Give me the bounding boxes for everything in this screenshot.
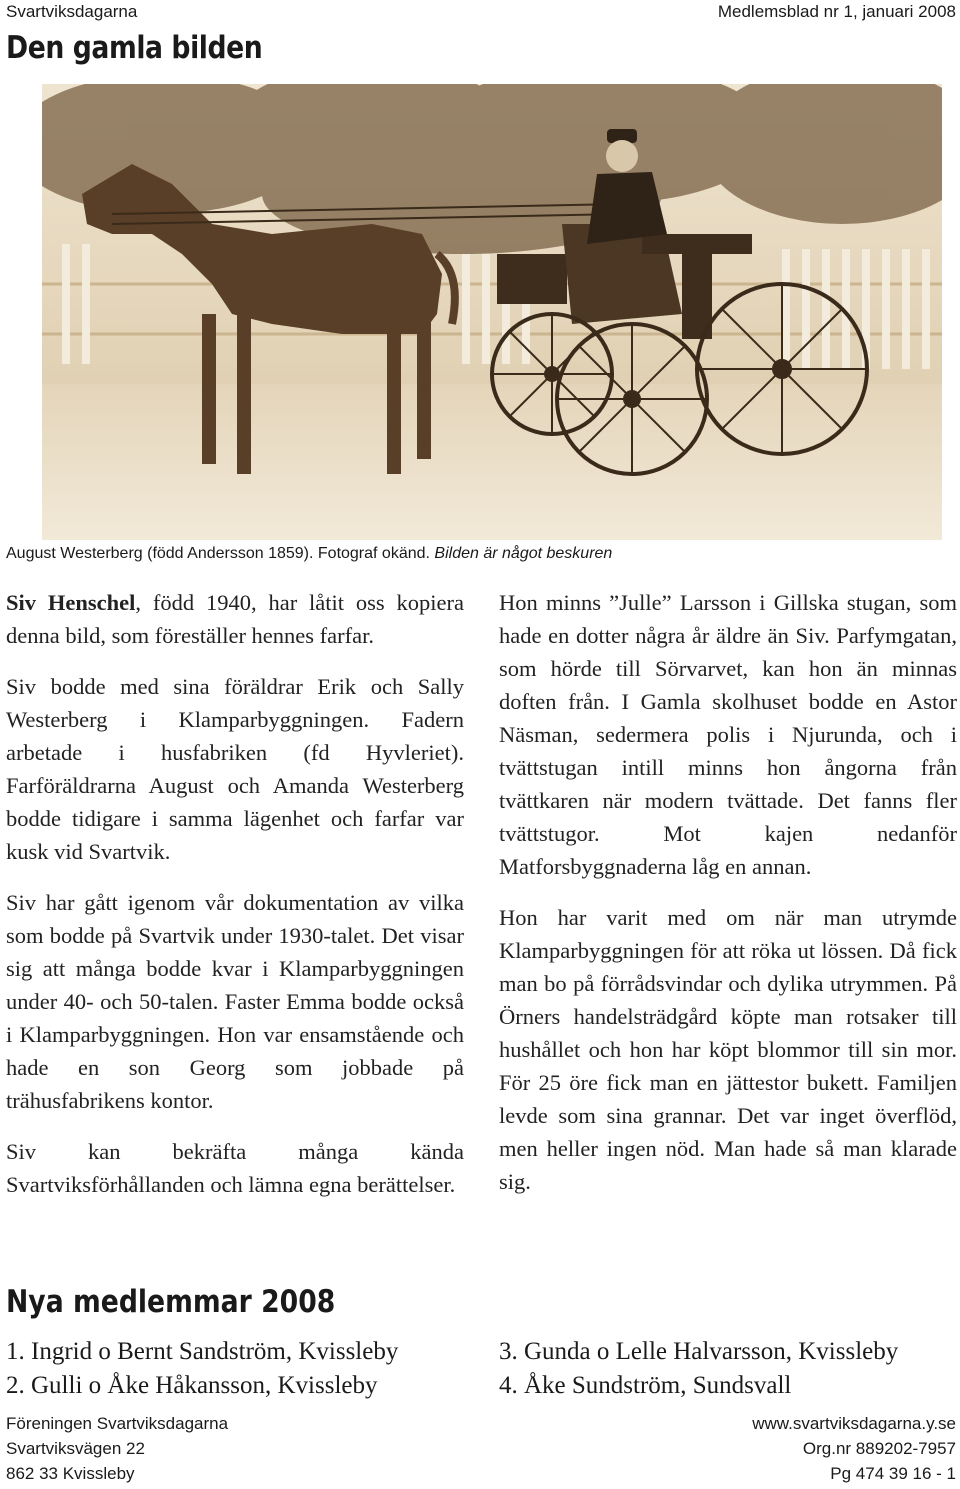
- paragraph: [6, 586, 464, 652]
- header-issue: Medlemsblad nr 1, januari 2008: [717, 2, 956, 21]
- footer-org-name: Föreningen Svartviksdagarna: [6, 1414, 229, 1433]
- page-header: [6, 0, 956, 24]
- members-list-right: [499, 1335, 898, 1403]
- photo-caption: [6, 545, 612, 563]
- header-publication: Svartviksdagarna: [6, 2, 138, 21]
- members-heading: Nya medlemmar 2008: [6, 1284, 336, 1320]
- paragraph: Hon minns ”Julle” Larsson i Gillska stugan, som hade en dotter några år äldre än Siv. Parfymgatan, som hörde till Sörvarvet, kan hon än minnas doften från. I Gamla skolhuset bodde en Astor Näsman, sedermera polis i Njurunda, och i tvättstugan intill minns hon ångorna från tvättkaren när modern tvättade. Det fanns fler tvättstugor. Mot kajen nedanför Matforsbyggnaderna låg en annan.: [499, 590, 957, 879]
- article-right-column: [499, 586, 957, 1216]
- footer-org-number: Org.nr 889202-7957: [802, 1439, 956, 1458]
- list-item: 2. Gulli o Åke Håkansson, Kvissleby: [6, 1372, 378, 1399]
- footer-address: [6, 1411, 228, 1486]
- list-item: 4. Åke Sundström, Sundsvall: [499, 1372, 792, 1399]
- paragraph: Siv har gått igenom vår dokumentation av vilka som bodde på Svartvik under 1930-talet. Det visar sig att många bodde kvar i Klamparbyggningen under 40- och 50-talen. Faster Emma bodde också i Klamparbyggningen. Hon var ensamstående och hade en son Georg som jobbade på trähusfabrikens kontor.: [6, 890, 464, 1113]
- footer-contact: [752, 1411, 956, 1486]
- person-name: Siv Henschel: [6, 590, 136, 615]
- list-item: 3. Gunda o Lelle Halvarsson, Kvissleby: [499, 1338, 899, 1365]
- footer-street: Svartviksvägen 22: [6, 1439, 145, 1458]
- caption-note: Bilden är något beskuren: [434, 545, 613, 562]
- page-title: Den gamla bilden: [6, 30, 263, 66]
- footer-giro: Pg 474 39 16 - 1: [830, 1464, 956, 1483]
- paragraph: Siv kan bekräfta många kända Svartviksförhållanden och lämna egna berättelser.: [6, 1139, 464, 1197]
- caption-main: August Westerberg (född Andersson 1859). Fotograf okänd.: [6, 545, 430, 562]
- list-item: 1. Ingrid o Bernt Sandström, Kvissleby: [6, 1338, 399, 1365]
- horse-carriage-photo: [42, 84, 942, 540]
- footer-postal: 862 33 Kvissleby: [6, 1464, 135, 1483]
- paragraph: Hon har varit med om när man utrymde Klamparbyggningen för att röka ut lössen. Då fick man bo på förrådsvindar och dylika utrymmen. På Örners handelsträdgård köpte man rotsaker till hushållet och hon har köpt blommor till sin mor. För 25 öre fick man en jättestor bukett. Familjen levde som sina grannar. Det var inget överflöd, men heller ingen nöd. Man hade så man klarade sig.: [499, 905, 957, 1194]
- paragraph: Siv bodde med sina föräldrar Erik och Sally Westerberg i Klamparbyggningen. Fadern arbetade i husfabriken (fd Hyvleriet). Farföräldrarna August och Amanda Westerberg bodde tidigare i samma lägenhet och farfar var kusk vid Svartvik.: [6, 674, 464, 864]
- paragraph-text: , född 1940, har låtit oss kopiera denna bild, som föreställer hennes farfar.: [6, 590, 464, 648]
- footer-website: www.svartviksdagarna.y.se: [752, 1414, 956, 1433]
- members-list-left: [6, 1335, 398, 1403]
- article-left-column: [6, 586, 464, 1219]
